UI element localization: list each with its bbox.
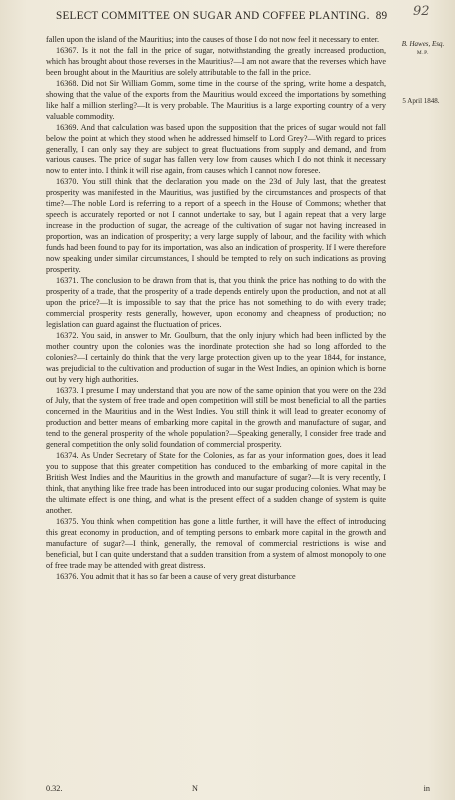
hearing-date: 5 April 1848. bbox=[402, 97, 440, 105]
running-header bbox=[56, 10, 426, 22]
paragraph: 16371. The conclusion to be drawn from that is, that you think the price has nothing to do with the prosperity of a trade, that the prosperity of a trade depends entirely upon the production, and not at all upon the price?—It is impossible to say that the price has not something to do with every trade; commercial prosperity rests generally, however, upon economy and cheapness of production; no legislation can guard against the fluctuation of prices. bbox=[46, 275, 386, 329]
paragraph: 16376. You admit that it has so far been a cause of very great disturbance bbox=[56, 571, 296, 581]
header-title: SELECT COMMITTEE ON SUGAR AND COFFEE PLANTING. bbox=[56, 10, 370, 22]
paragraph: 16374. As Under Secretary of State for the Colonies, as far as your information goes, does it lead you to suppose that this greater competition has conduced to the embarking of more capital in the British West Indies and the Mauritius in the growth and manufacture of sugar?—It is very recently, I think, that anything like free trade has been introduced into our sugar producing colonies. What may be the ultimate effect is one thing, and what is the present effect of a sudden change of system is quite another. bbox=[46, 451, 386, 515]
paragraph: 16367. Is it not the fall in the price of sugar, notwithstanding the greatly increased production, which has brought about those reverses in the Mauritius?—I am not aware that the reverses which have been brought about in the Mauritius are solely attributable to the fall in the price. bbox=[46, 45, 386, 77]
paragraph: fallen upon the island of the Mauritius; into the causes of those I do not now feel it necessary to enter. bbox=[46, 35, 380, 44]
witness-name: B. Hawes, Esq. bbox=[401, 40, 445, 48]
paragraph: 16373. I presume I may understand that you are now of the same opinion that you were on the 23d of July, that the system of free trade and open competition will still be most beneficial to all the parties concerned in the Mauritius and in the West Indies. You still think it will lead to greater economy of production and better means of embarking more capital in the growth and manufacture of sugar, and tend to the general prosperity of the whole population?—Speaking generally, I consider free trade and general competition the only solid foundation of commercial prosperity. bbox=[46, 385, 386, 450]
paragraph: 16372. You said, in answer to Mr. Goulburn, that the only injury which had been inflicted by the mother country upon the colonies was the inordinate protection she had so long afforded to the colonies?—I certainly do think that the very large protection given up to the year 1844, for instance, was prejudicial to the cultivation and production of sugar in the West Indies, an opinion which is borne out by very high authorities. bbox=[46, 330, 386, 384]
witness-note bbox=[393, 40, 453, 58]
document-body bbox=[46, 35, 386, 583]
page-number: 89 bbox=[375, 10, 388, 22]
catchword: in bbox=[423, 784, 430, 793]
paragraph: 16375. You think when competition has gone a little further, it will have the effect of introducing this great economy in production, and of tempting persons to embark more capital in the growth and manufacture of sugar?—I think, generally, the removal of commercial restrictions is wise and beneficial, but I can quite understand that a sudden transition from a system of almost monopoly to one of free trade may be attended with great distress. bbox=[46, 516, 386, 570]
sheet-letter: N bbox=[192, 784, 198, 793]
signature-mark: 0.32. bbox=[46, 784, 63, 793]
witness-title: M.P. bbox=[416, 50, 430, 56]
paragraph: 16369. And that calculation was based upon the supposition that the prices of sugar would not fall below the point at which they stood when he addressed himself to Lord Grey?—With regard to prices generally, I can only say they are subject to great fluctuations from supply and demand, and from various causes. The price of sugar has fallen very low from causes which I do not think it necessary now to enter into. I think it will rise again, from causes which I cannot now foresee. bbox=[46, 122, 386, 176]
paragraph: 16370. You still think that the declaration you made on the 23d of July last, that the greatest prosperity was manifested in the Mauritius, was justified by the circumstances and prospects of that time?—The noble Lord is referring to a report of a speech in the House of Commons; whether that speech is accurately reported or not I cannot undertake to say, but I again repeat that a very large increase in the production of sugar, the acreage of the cultivation of sugar not having increased in proportion, was an indication of prosperity; a very large supply of labour, and the facility with which funds had been found to pay for its importation, was also an indication of prosperity. If I were therefore now speaking under similar circumstances, I should be tempted to rely on such indications as proving prosperity. bbox=[46, 177, 386, 275]
paragraph: 16368. Did not Sir William Gomm, some time in the course of the spring, write home a despatch, showing that the value of the exports from the Mauritius would exceed the importations by something like half a million sterling?—It is very probable. The Mauritius is a large exporting country of a very valuable commodity. bbox=[46, 78, 386, 121]
handwritten-page-number: 92 bbox=[413, 4, 430, 19]
